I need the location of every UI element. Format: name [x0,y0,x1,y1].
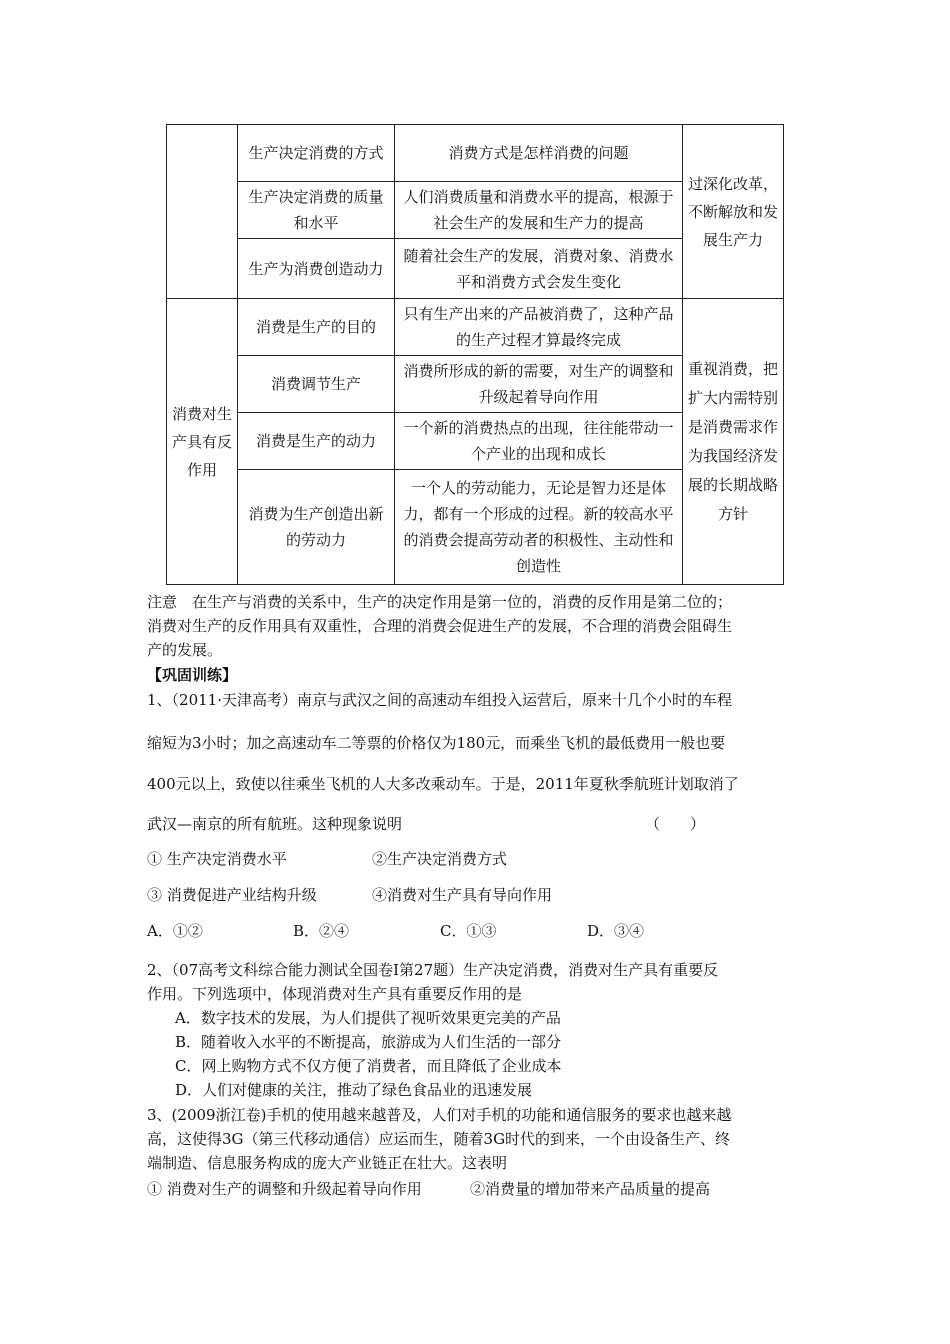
table-cell-left: 生产决定消费的质量和水平 [238,182,395,239]
table-cell-mid: 人们消费质量和消费水平的提高，根源于社会生产的发展和生产力的提高 [395,182,683,239]
table-cell-left: 消费是生产的动力 [238,413,395,470]
table-cell-left: 消费为生产创造出新的劳动力 [238,470,395,585]
q2-option-a: A．数字技术的发展，为人们提供了视听效果更完美的产品 [175,1009,561,1027]
question-3-line: 3、(2009浙江卷)手机的使用越来越普及，人们对手机的功能和通信服务的要求也越来越 [147,1106,732,1124]
table-cell-mid: 消费方式是怎样消费的问题 [395,125,683,182]
question-2-line: 2、（07高考文科综合能力测试全国卷Ⅰ第27题）生产决定消费，消费对生产具有重要反 [147,961,719,979]
table-cell-mid: 随着社会生产的发展，消费对象、消费水平和消费方式会发生变化 [395,239,683,299]
group2-right-cell: 重视消费，把扩大内需特别是消费需求作为我国经济发展的长期战略方针 [683,299,784,585]
q2-option-b: B．随着收入水平的不断提高，旅游成为人们生活的一部分 [175,1033,562,1051]
q1-choice-a: A．①② [147,922,203,940]
answer-bracket: （ ） [645,815,706,833]
q1-option-2: ②生产决定消费方式 [372,850,508,868]
q2-option-c: C．网上购物方式不仅方便了消费者，而且降低了企业成本 [175,1057,562,1075]
q3-option-2: ②消费量的增加带来产品质量的提高 [470,1180,711,1198]
table-cell-left: 消费调节生产 [238,356,395,413]
table-cell-left: 生产决定消费的方式 [238,125,395,182]
question-3-line: 高，这使得3G（第三代移动通信）应运而生，随着3G时代的到来，一个由设备生产、终 [147,1130,731,1148]
group1-label-cell [167,125,238,299]
question-1-line: 400元以上，致使以往乘坐飞机的人大多改乘动车。于是，2011年夏秋季航班计划取消了 [147,775,739,793]
table-cell-mid: 一个新的消费热点的出现，往往能带动一个产业的出现和成长 [395,413,683,470]
question-2-line: 作用。下列选项中，体现消费对生产具有重要反作用的是 [147,985,523,1003]
table-cell-mid: 一个人的劳动能力，无论是智力还是体力，都有一个形成的过程。新的较高水平的消费会提高劳动者的积极性、主动性和创造性 [395,470,683,585]
production-consumption-table [166,124,784,585]
question-1-line: 缩短为3小时；加之高速动车二等票的价格仅为180元，而乘坐飞机的最低费用一般也要 [147,734,726,752]
q1-option-4: ④消费对生产具有导向作用 [372,886,553,904]
group1-right-cell: 过深化改革，不断解放和发展生产力 [683,125,784,299]
section-title: 【巩固训练】 [147,666,238,684]
q1-option-3: ③ 消费促进产业结构升级 [147,886,317,904]
q3-option-1: ① 消费对生产的调整和升级起着导向作用 [147,1180,422,1198]
q1-choice-b: B．②④ [293,922,350,940]
q2-option-d: D．人们对健康的关注，推动了绿色食品业的迅速发展 [175,1081,533,1099]
table-cell-left: 消费是生产的目的 [238,299,395,356]
q1-option-1: ① 生产决定消费水平 [147,850,287,868]
note-line: 产的发展。 [147,641,223,659]
question-3-line: 端制造、信息服务构成的庞大产业链正在壮大。这表明 [147,1154,508,1172]
note-line: 注意 在生产与消费的关系中，生产的决定作用是第一位的，消费的反作用是第二位的； [147,593,733,611]
group2-label-cell: 消费对生产具有反作用 [167,299,238,585]
note-line: 消费对生产的反作用具有双重性，合理的消费会促进生产的发展，不合理的消费会阻碍生 [147,617,733,635]
table-cell-mid: 只有生产出来的产品被消费了，这种产品的生产过程才算最终完成 [395,299,683,356]
table-cell-mid: 消费所形成的新的需要，对生产的调整和升级起着导向作用 [395,356,683,413]
question-1-line: 武汉—南京的所有航班。这种现象说明 [147,815,403,833]
q1-choice-c: C．①③ [440,922,497,940]
question-1-line: 1、（2011·天津高考）南京与武汉之间的高速动车组投入运营后，原来十几个小时的车程 [147,691,732,709]
q1-choice-d: D．③④ [587,922,645,940]
table-cell-left: 生产为消费创造动力 [238,239,395,299]
